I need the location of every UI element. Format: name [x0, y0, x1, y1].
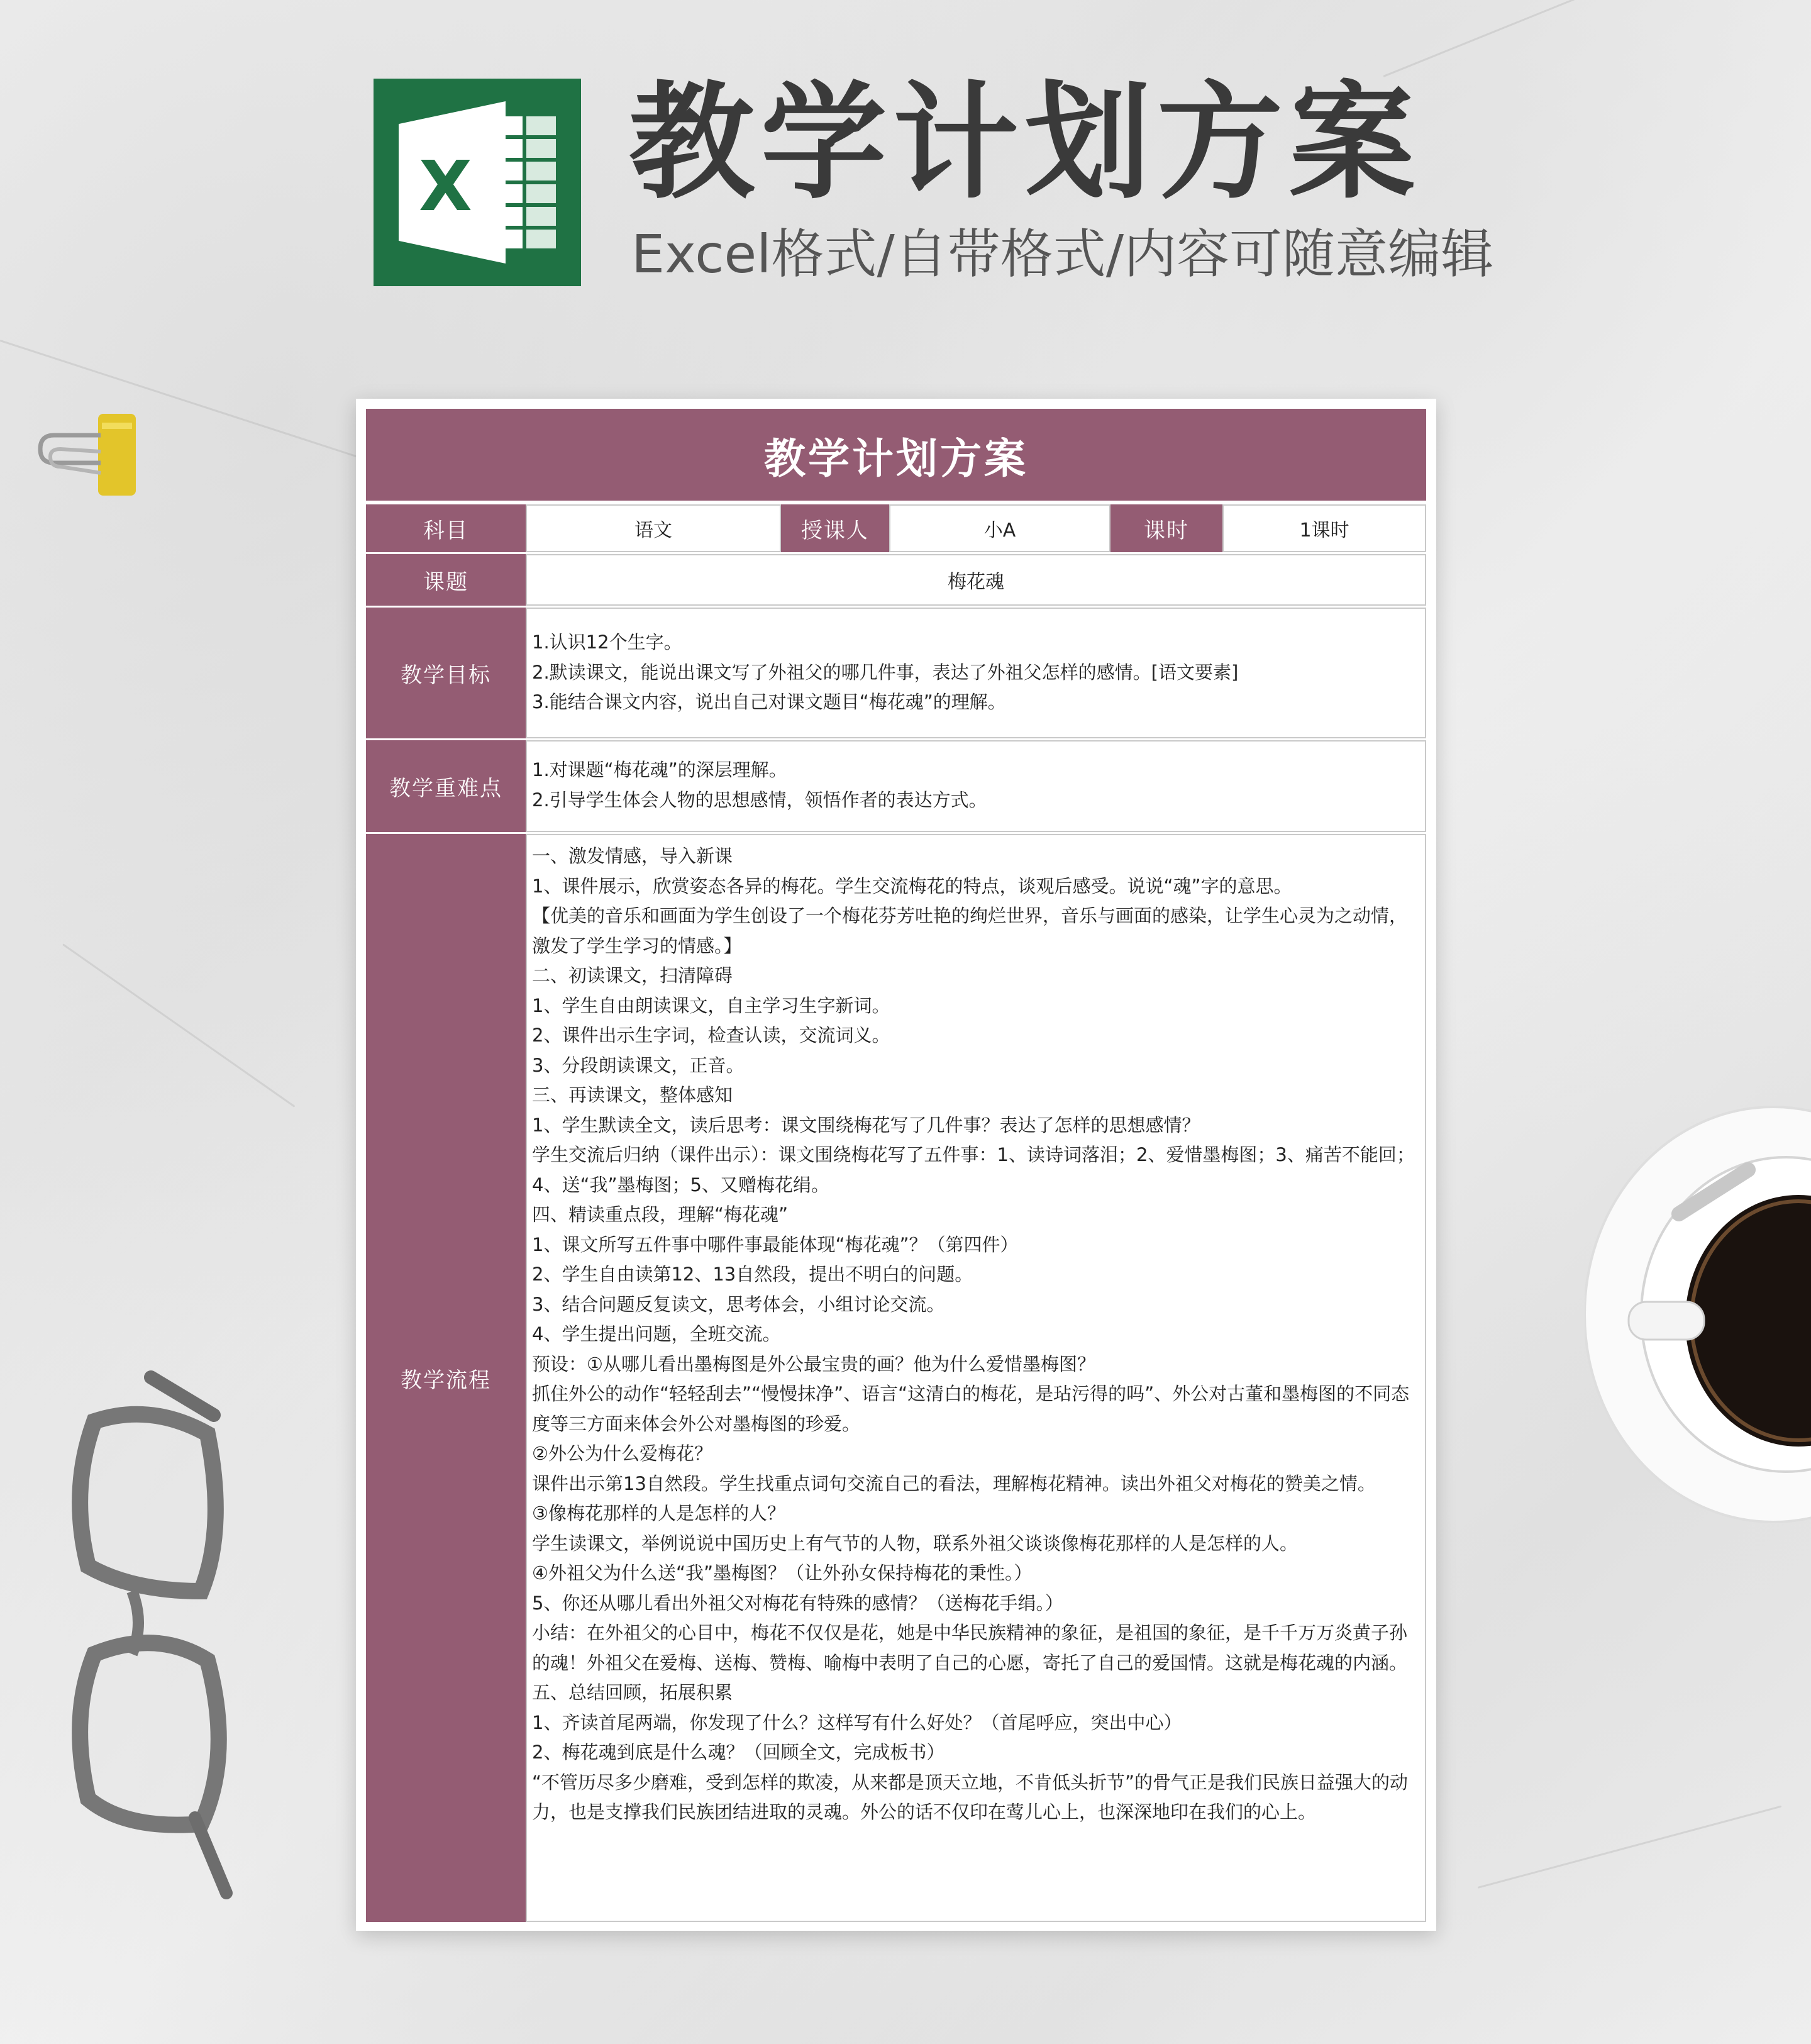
binder-clip-icon: [35, 410, 142, 504]
process-line: 1、学生自由朗读课文，自主学习生字新词。: [532, 994, 890, 1016]
process-line: 1、学生默读全文，读后思考：课文围绕梅花写了几件事？表达了怎样的思想感情？: [532, 1114, 1200, 1136]
process-line: 四、精读重点段，理解“梅花魂”: [532, 1204, 789, 1225]
process-label: 教学流程: [366, 834, 526, 1922]
process-line: 学生读课文，举例说说中国历史上有气节的人物，联系外祖父谈谈像梅花那样的人是怎样的人。: [532, 1532, 1299, 1554]
process-line: ④外祖父为什么送“我”墨梅图？（让外孙女保持梅花的秉性。）: [532, 1562, 1033, 1584]
goal-line: 3.能结合课文内容，说出自己对课文题目“梅花魂”的理解。: [532, 691, 1006, 713]
sheet-title: 教学计划方案: [366, 409, 1426, 501]
process-line: 4、学生提出问题，全班交流。: [532, 1323, 781, 1345]
hours-value[interactable]: 1课时: [1222, 504, 1426, 552]
process-line: 五、总结回顾，拓展积累: [532, 1682, 733, 1703]
process-line: 1、课件展示，欣赏姿态各异的梅花。学生交流梅花的特点，谈观后感受。说说“魂”字的意思。: [532, 875, 1292, 897]
coffee-cup-icon: [1585, 1094, 1811, 1535]
excel-icon: [374, 79, 581, 286]
key-points-row: [366, 740, 1426, 834]
process-line: ③像梅花那样的人是怎样的人？: [532, 1502, 785, 1524]
process-line: 3、结合问题反复读文，思考体会，小组讨论交流。: [532, 1293, 945, 1315]
hours-label: 课时: [1110, 504, 1222, 552]
goals-row: [366, 608, 1426, 740]
subject-value[interactable]: 语文: [526, 504, 781, 552]
process-line: 预设：①从哪儿看出墨梅图是外公最宝贵的画？他为什么爱惜墨梅图？: [532, 1353, 1095, 1375]
teacher-value[interactable]: 小A: [889, 504, 1110, 552]
key-point-line: 2.引导学生体会人物的思想感情，领悟作者的表达方式。: [532, 789, 987, 811]
process-line: 3、分段朗读课文，正音。: [532, 1054, 745, 1076]
process-line: 课件出示第13自然段。学生找重点词句交流自己的看法，理解梅花精神。读出外祖父对梅花的赞美之情。: [532, 1472, 1376, 1494]
process-value[interactable]: [526, 834, 1426, 1922]
lesson-plan-sheet: [366, 409, 1426, 1922]
goal-line: 2.默读课文，能说出课文写了外祖父的哪几件事，表达了外祖父怎样的感情。[语文要素]: [532, 661, 1239, 683]
excel-letter: X: [419, 146, 472, 226]
marble-vein: [1383, 0, 1733, 77]
topic-label: 课题: [366, 554, 526, 606]
subject-label: 科目: [366, 504, 526, 552]
document-paper: [356, 399, 1436, 1931]
goals-label: 教学目标: [366, 608, 526, 738]
process-line: 【优美的音乐和画面为学生创设了一个梅花芬芳吐艳的绚烂世界，音乐与画面的感染，让学生心灵为之动情，激发了学生学习的情感。】: [532, 905, 1408, 957]
goal-line: 1.认识12个生字。: [532, 631, 682, 653]
marble-vein: [1478, 1806, 1782, 1889]
process-line: 2、梅花魂到底是什么魂？（回顾全文，完成板书）: [532, 1741, 945, 1763]
process-line: 1、齐读首尾两端，你发现了什么？这样写有什么好处？（首尾呼应，突出中心）: [532, 1711, 1182, 1733]
process-line: 5、你还从哪儿看出外祖父对梅花有特殊的感情？（送梅花手绢。）: [532, 1592, 1063, 1614]
process-row: [366, 834, 1426, 1922]
process-line: 三、再读课文，整体感知: [532, 1084, 733, 1106]
key-points-value[interactable]: [526, 740, 1426, 832]
key-points-label: 教学重难点: [366, 740, 526, 832]
key-point-line: 1.对课题“梅花魂”的深层理解。: [532, 759, 787, 780]
topic-value[interactable]: 梅花魂: [526, 554, 1426, 606]
process-line: 一、激发情感，导入新课: [532, 845, 733, 867]
process-line: 2、课件出示生字词，检查认读，交流词义。: [532, 1025, 890, 1046]
goals-value[interactable]: [526, 608, 1426, 738]
process-line: 小结：在外祖父的心目中，梅花不仅仅是花，她是中华民族精神的象征，是祖国的象征，是千千万万炎黄子孙的魂！外祖父在爱梅、送梅、赞梅、喻梅中表明了自己的心愿，寄托了自己的爱国情。这就是梅花魂的内涵。: [532, 1622, 1408, 1674]
process-line: 1、课文所写五件事中哪件事最能体现“梅花魂”？（第四件）: [532, 1233, 1019, 1255]
process-line: 学生交流后归纳（课件出示）：课文围绕梅花写了五件事：1、读诗词落泪；2、爱惜墨梅图；3、痛苦不能回；4、送“我”墨梅图；5、又赠梅花绢。: [532, 1144, 1415, 1196]
topic-row: [366, 554, 1426, 608]
process-line: 抓住外公的动作“轻轻刮去”“慢慢抹净”、语言“这清白的梅花，是玷污得的吗”、外公对古董和墨梅图的不同态度等三方面来体会外公对墨梅图的珍爱。: [532, 1383, 1410, 1435]
page-subtitle: Excel格式/自带格式/内容可随意编辑: [631, 223, 1494, 285]
glasses-icon: [57, 1365, 233, 1906]
process-line: 二、初读课文，扫清障碍: [532, 965, 733, 986]
info-row: [366, 504, 1426, 554]
process-line: ②外公为什么爱梅花？: [532, 1443, 712, 1464]
process-line: “不管历尽多少磨难，受到怎样的欺凌，从来都是顶天立地，不肯低头折节”的骨气正是我们民族日益强大的动力，也是支撑我们民族团结进取的灵魂。外公的话不仅印在莺儿心上，也深深地印在我们的心上。: [532, 1771, 1409, 1823]
marble-vein: [62, 943, 295, 1108]
teacher-label: 授课人: [781, 504, 889, 552]
process-line: 2、学生自由读第12、13自然段，提出不明白的问题。: [532, 1264, 973, 1285]
page-title: 教学计划方案: [629, 70, 1422, 216]
